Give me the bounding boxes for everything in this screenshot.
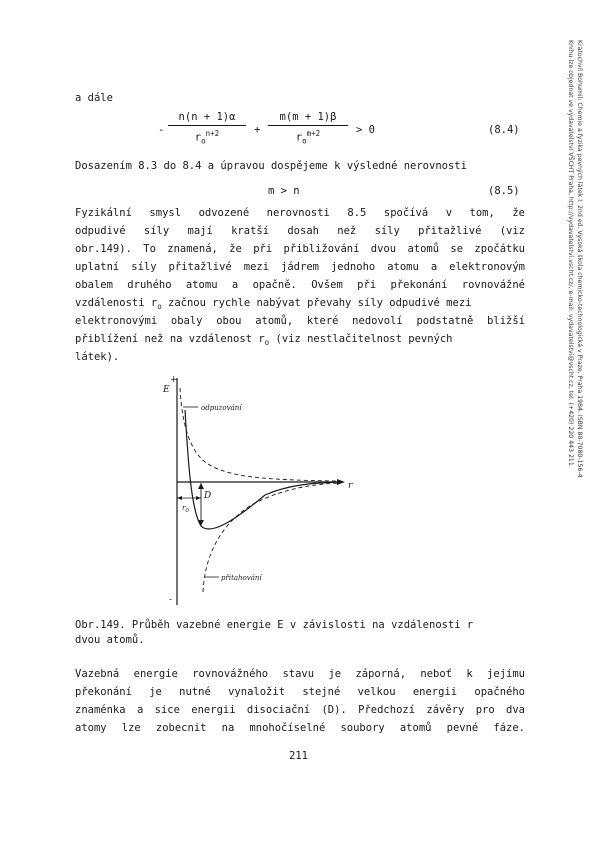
- caption-line-2: dvou atomů.: [75, 634, 145, 646]
- equation-number-8-5: (8.5): [488, 185, 520, 197]
- eq-minus-sign: -: [158, 124, 165, 136]
- figure-caption: [75, 619, 525, 646]
- eq-plus-sign: +: [254, 124, 261, 136]
- intro-text: a dále: [75, 92, 113, 104]
- binding-energy-curve: [185, 410, 340, 529]
- para1-line-8: přiblížení než na vzdálenost $r_o$ (viz nestlačitelnost pevných: [75, 333, 453, 348]
- para2-line-2: překonání je nutné vynaložit stejné velkou energii opačného: [75, 686, 525, 698]
- side-note-line-1: Kratochvíl Bohumil: Chemie a fyzika pevných látek I. 2nd ed. Vysoká škola chemicko-technologická v Praze, Praha 1984. ISBN 80-7080-156-4: [576, 40, 583, 478]
- para1-line-2: odpudivé síly mají kratší dosah než síly přitažlivé (viz: [75, 225, 525, 237]
- plus-sign-label: +: [170, 375, 178, 385]
- para1-line-9: látek).: [75, 351, 120, 363]
- equation-8-5: m > n: [268, 185, 300, 197]
- fraction-1-numerator: n(n + 1)α: [178, 111, 236, 123]
- equation-number-8-4: (8.4): [488, 124, 520, 136]
- substitution-text: Dosazením 8.3 do 8.4 a úpravou dospějeme k výsledné nerovnosti: [75, 160, 467, 172]
- side-note-line-2: Knihu lze objednat ve vydavatelství VŠCHT Praha, http://vydavatelstvi.vscht.cz/, e-mail: vydavatelstvi@vscht.cz, tel. (+420) 220 443 211: [567, 40, 574, 466]
- distance-axis-label: r: [348, 481, 353, 491]
- para1-line-3: obr.149). To znamená, že při přibližování dvou atomů se zpočátku: [75, 243, 525, 255]
- para1-line-4: uplatní síly přitažlivé mezi jádrem jednoho atomu a elektronovým: [75, 261, 525, 273]
- r0-label: $r_0$: [182, 504, 189, 514]
- para2-line-4: atomy lze zobecnit na mnohočíselné soubory atomů pevné fáze.: [75, 722, 525, 734]
- attractive-label: přitahování: [221, 574, 262, 582]
- para2-line-3: znaménka a sice energii disociační (D). Předchozí závěry pro dva: [75, 704, 525, 716]
- minus-sign-label: -: [169, 595, 173, 605]
- figure-149-energy-curve: [155, 370, 375, 610]
- para1-line-5: obalem druhého atomu a opačně. Ovšem při překonání rovnovážné: [75, 279, 525, 291]
- repulsive-label: odpuzování: [201, 404, 242, 412]
- publisher-side-note: [566, 40, 584, 478]
- fraction-1-denominator: $r_o^{n+2}$: [168, 125, 246, 146]
- para2-line-1: Vazebná energie rovnovážného stavu je záporná, neboť k jejímu: [75, 668, 525, 680]
- caption-line-1: Obr.149. Průběh vazebné energie E v závislosti na vzdálenosti r: [75, 619, 474, 631]
- eq-fraction-2: [268, 111, 348, 146]
- fraction-2-numerator: m(m + 1)β: [279, 111, 337, 123]
- page-number: 211: [289, 750, 308, 762]
- fraction-2-denominator: $r_o^{m+2}$: [268, 125, 348, 146]
- para1-line-6: vzdálenosti $r_o$ začnou rychle nabývat převahy síly odpudivé mezi: [75, 297, 472, 312]
- para1-line-1: Fyzikální smysl odvozené nerovnosti 8.5 spočívá v tom, že: [75, 207, 525, 219]
- dissociation-label: D: [204, 491, 212, 501]
- eq-fraction-1: [168, 111, 246, 146]
- repulsive-curve: [180, 388, 340, 481]
- para1-line-7: elektronovými obaly obou atomů, které nedovolí podstatně bližší: [75, 315, 525, 327]
- eq-relation: > 0: [356, 124, 375, 136]
- energy-axis-label: E: [163, 385, 170, 395]
